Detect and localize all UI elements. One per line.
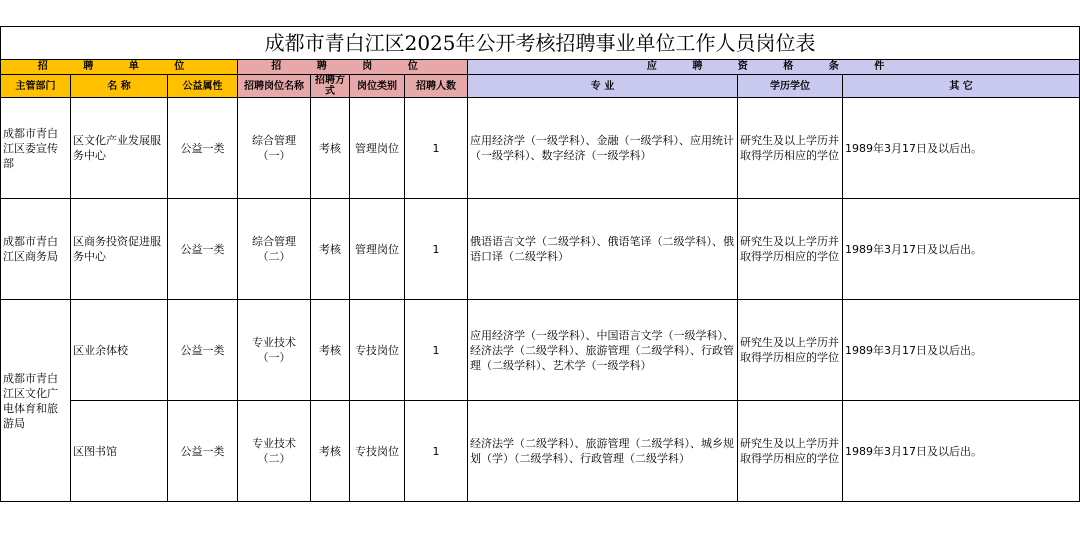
group-header-post: 招 聘 岗 位 [238,60,468,75]
table-row [1,300,1080,401]
col-header-post-name: 招聘岗位名称 [238,75,311,98]
cell-post-name: 综合管理（一） [238,98,311,199]
cell-edu: 研究生及以上学历并取得学历相应的学位 [738,199,843,300]
cell-nature: 公益一类 [168,98,238,199]
col-header-post-type: 岗位类别 [350,75,405,98]
col-header-dept: 主管部门 [1,75,71,98]
cell-dept: 成都市青白江区文化广电体育和旅游局 [1,300,71,502]
cell-post-name: 综合管理（二） [238,199,311,300]
cell-post-type: 管理岗位 [350,98,405,199]
group-header-unit: 招 聘 单 位 [1,60,238,75]
cell-other: 1989年3月17日及以后出。 [843,98,1080,199]
cell-name: 区图书馆 [71,401,168,502]
cell-method: 考核 [311,401,350,502]
cell-nature: 公益一类 [168,300,238,401]
cell-name: 区业余体校 [71,300,168,401]
cell-count: 1 [405,199,468,300]
col-header-other: 其 它 [843,75,1080,98]
group-header-qualification: 应 聘 资 格 条 件 [468,60,1080,75]
table-title: 成都市青白江区2025年公开考核招聘事业单位工作人员岗位表 [1,27,1080,60]
col-header-edu: 学历学位 [738,75,843,98]
cell-count: 1 [405,401,468,502]
cell-name: 区商务投资促进服务中心 [71,199,168,300]
cell-major: 应用经济学（一级学科）、金融（一级学科）、应用统计（一级学科）、数字经济（一级学科） [468,98,738,199]
cell-major: 经济法学（二级学科）、旅游管理（二级学科）、城乡规划（学）（二级学科）、行政管理（二级学科） [468,401,738,502]
cell-nature: 公益一类 [168,401,238,502]
cell-edu: 研究生及以上学历并取得学历相应的学位 [738,401,843,502]
cell-count: 1 [405,98,468,199]
table-row [1,401,1080,502]
col-header-name: 名 称 [71,75,168,98]
cell-major: 俄语语言文学（二级学科）、俄语笔译（二级学科）、俄语口译（二级学科） [468,199,738,300]
col-header-count: 招聘人数 [405,75,468,98]
cell-other: 1989年3月17日及以后出。 [843,401,1080,502]
cell-post-type: 专技岗位 [350,401,405,502]
cell-major: 应用经济学（一级学科）、中国语言文学（一级学科）、经济法学（二级学科）、旅游管理（二级学科）、行政管理（二级学科）、艺术学（一级学科） [468,300,738,401]
cell-edu: 研究生及以上学历并取得学历相应的学位 [738,98,843,199]
cell-edu: 研究生及以上学历并取得学历相应的学位 [738,300,843,401]
recruitment-table [0,26,1080,502]
table-row [1,98,1080,199]
cell-nature: 公益一类 [168,199,238,300]
cell-post-type: 专技岗位 [350,300,405,401]
cell-other: 1989年3月17日及以后出。 [843,300,1080,401]
cell-count: 1 [405,300,468,401]
cell-post-type: 管理岗位 [350,199,405,300]
cell-post-name: 专业技术（二） [238,401,311,502]
cell-method: 考核 [311,98,350,199]
cell-dept: 成都市青白江区委宣传部 [1,98,71,199]
cell-other: 1989年3月17日及以后出。 [843,199,1080,300]
cell-method: 考核 [311,199,350,300]
col-header-major: 专 业 [468,75,738,98]
cell-dept: 成都市青白江区商务局 [1,199,71,300]
cell-post-name: 专业技术（一） [238,300,311,401]
cell-method: 考核 [311,300,350,401]
table-row [1,199,1080,300]
col-header-method: 招聘方式 [311,75,350,98]
col-header-nature: 公益属性 [168,75,238,98]
cell-name: 区文化产业发展服务中心 [71,98,168,199]
